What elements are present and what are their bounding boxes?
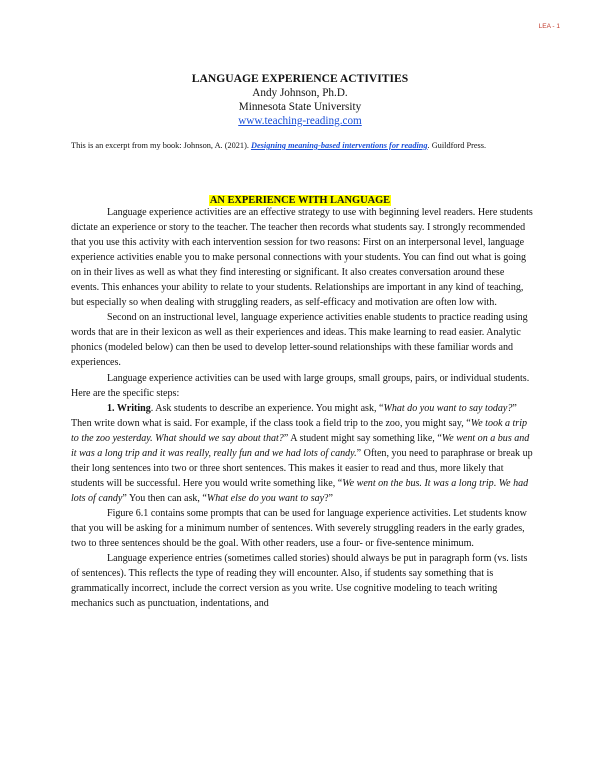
paragraph-groups: Language experience activities can be used with large groups, small groups, pairs, or individual students. Here are the specific steps: (71, 372, 530, 399)
section-heading-text: AN EXPERIENCE WITH LANGUAGE (209, 195, 391, 206)
excerpt-suffix: . Guildford Press. (427, 141, 487, 150)
example-quote: We went on the bus. It was a long trip (342, 477, 494, 489)
step-text: ” Often, you need to paraphrase or break up their long sentences into two or three short sentences. This makes it easier to read and thus, more likely that students will be successful. Here you would write something like, “ (71, 447, 533, 489)
paragraph-instructional: Second on an instructional level, language experience activities enable students to practice reading using words that are in their lexicon as well as their experiences and ideas. This make learning to read easier. Analytic phonics (modeled below) can then be used to develop letter-sound relationships with these familiar words and experiences. (71, 312, 528, 369)
paragraph-intro: Language experience activities are an effective strategy to use with beginning level readers. Here students dictate an experience or story to the teacher. The teacher then records what students say. I strongly recommended that you use this activity with each intervention session for two reasons: First on an interpersonal level, language experience activities enable you to make personal connections with your students. You can find out what is going on in their lives as well as what they find interesting or significant. It also creates conversation around these events. This enhances your ability to relate to your students. Relationships are important in any kind of teaching, but especially so when dealing with struggling readers, as self-efficacy and motivation are often low with. (71, 207, 533, 309)
example-quote: What else do you want to say (206, 492, 325, 504)
page-number-label: LEA - 1 (538, 23, 560, 30)
step-text: . Ask students to describe an experience. You might ask, “ (150, 402, 384, 414)
step-text: ” A student might say something like, “ (283, 432, 442, 444)
example-quote: We went on a bus and it was a long trip and it was really, really fun and we had lots of candy. (71, 432, 530, 459)
document-header (0, 72, 600, 128)
book-title-link[interactable]: Designing meaning-based interventions for reading (250, 141, 428, 150)
author-name: Andy Johnson, Ph.D. (252, 87, 348, 99)
example-quote: We took a trip to the zoo yesterday. What should we say about that? (71, 417, 528, 444)
paragraph-entries: Language experience entries (sometimes called stories) should always be put in paragraph form (vs. lists of sentences). This reflects the type of reading they will encounter. Also, if students say something that is grammatically incorrect, include the correct version as you write. Use cognitive modeling to teach writing mechanics such as punctuation, indentations, and (71, 553, 528, 610)
institution-name: Minnesota State University (238, 101, 362, 113)
website-link[interactable]: www.teaching-reading.com (238, 115, 362, 127)
body-text (71, 205, 533, 611)
example-quote: We had lots of candy (71, 477, 529, 504)
excerpt-note (71, 141, 531, 152)
step-text: ?” (324, 492, 334, 504)
example-quote: What do you want to say today? (383, 402, 513, 414)
step-text: ” Then write down what is said. For example, if the class took a field trip to the zoo, you might say, “ (71, 402, 517, 429)
step-label: 1. Writing (107, 402, 151, 414)
paragraph-prompts: Figure 6.1 contains some prompts that can be used for language experience activities. Let students know that you will be asking for a minimum number of sentences. With severely struggling readers in the early grades, two to three sentences should be the goal. With other readers, use a four- or five-sentence minimum. (71, 507, 527, 550)
paragraph-step-writing (71, 401, 533, 506)
excerpt-prefix: This is an excerpt from my book: Johnson, A. (2021). (71, 141, 251, 150)
step-text: ” You then can ask, “ (122, 492, 207, 504)
document-title: LANGUAGE EXPERIENCE ACTIVITIES (191, 72, 409, 85)
step-text: . (493, 477, 499, 489)
